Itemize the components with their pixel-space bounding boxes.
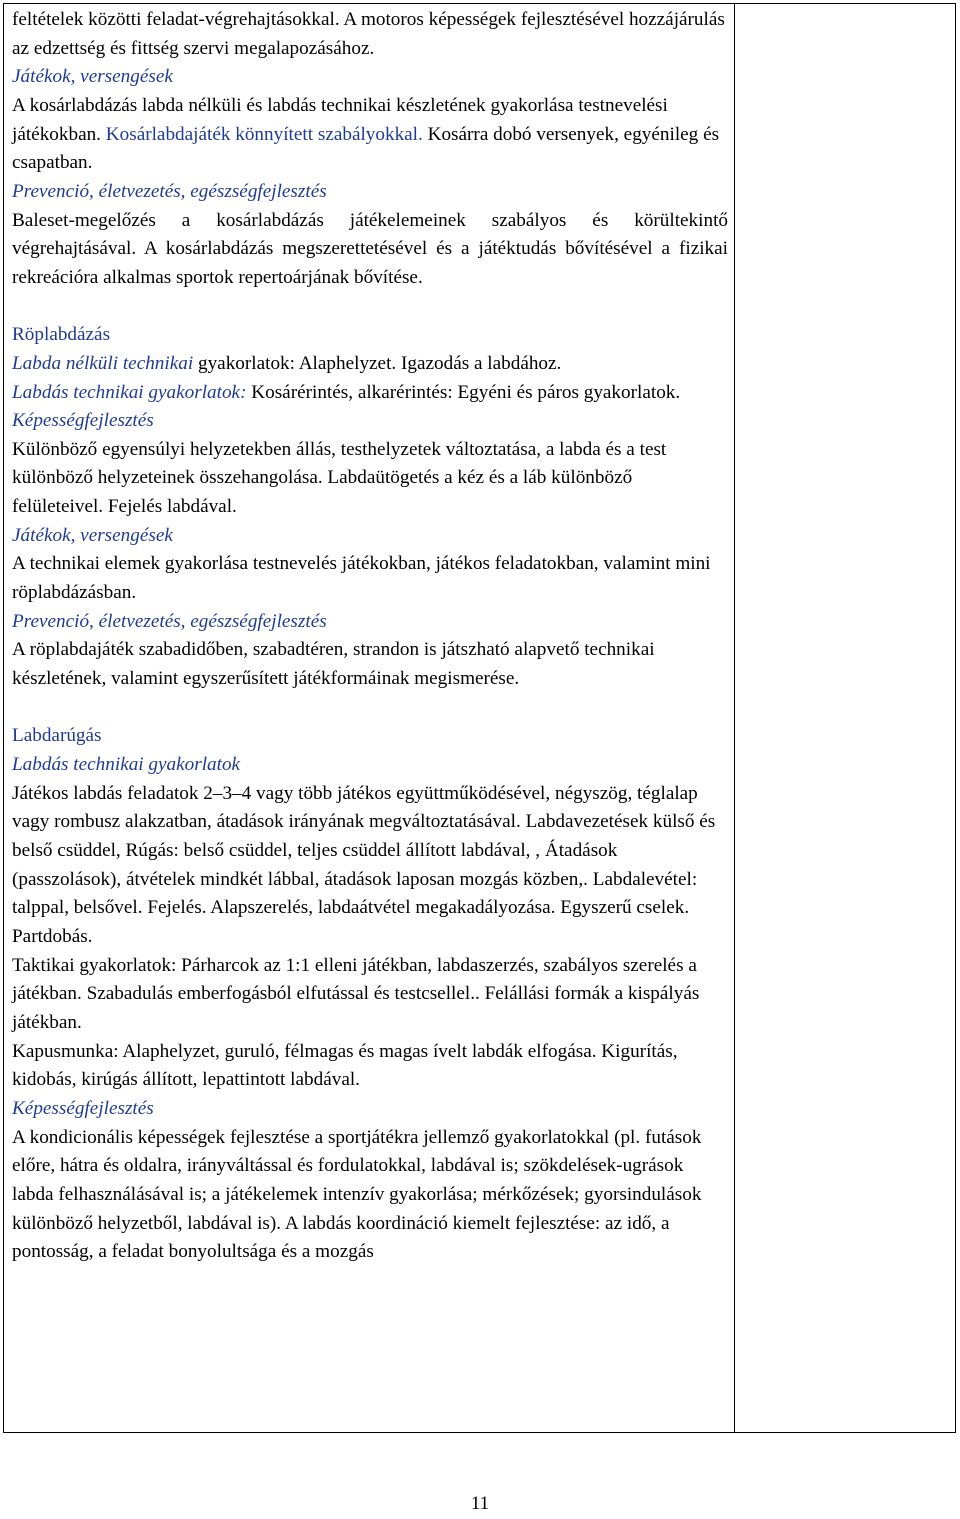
right-empty-cell xyxy=(735,4,955,1432)
volleyball-games-paragraph: A technikai elemek gyakorlása testnevelés játékokban, játékos feladatokban, valamint mini röplabdázásban. xyxy=(12,553,711,604)
volleyball-skills-heading: Képességfejlesztés xyxy=(12,410,154,432)
prevention-heading: Prevenció, életvezetés, egészségfejlesztés xyxy=(12,180,327,202)
games-paragraph: A kosárlabdázás labda nélküli és labdás technikai készletének gyakorlása testnevelési játékokban. Kosárlabdajáték könnyített szabályokkal. Kosárra dobó versenyek, egyénileg és csapatban. xyxy=(12,94,720,174)
football-ball-technique-heading: Labdás technikai gyakorlatok xyxy=(12,754,241,776)
games-heading: Játékok, versengések xyxy=(12,66,173,88)
football-title: Labdarúgás xyxy=(12,725,102,747)
football-goalkeeping-paragraph: Kapusmunka: Alaphelyzet, guruló, félmagas és magas ívelt labdák elfogása. Kigurítás, kidobás, kirúgás állított, lepattintott labdával. xyxy=(12,1040,678,1091)
spacer xyxy=(12,293,728,322)
football-skills-heading: Képességfejlesztés xyxy=(12,1097,154,1119)
left-content-cell xyxy=(12,6,728,1267)
volleyball-prevention-paragraph: A röplabdajáték szabadidőben, szabadtéren, strandon is játszható alapvető technikai készletének, valamint egyszerűsített játékformáinak megismerése. xyxy=(12,639,655,690)
volleyball-prevention-heading: Prevenció, életvezetés, egészségfejlesztés xyxy=(12,610,327,632)
volleyball-technique-paragraph: Labda nélküli technikai gyakorlatok: Alaphelyzet. Igazodás a labdához. xyxy=(12,352,562,374)
page-number: 11 xyxy=(470,1493,490,1514)
volleyball-games-heading: Játékok, versengések xyxy=(12,524,173,546)
football-skills-paragraph: A kondicionális képességek fejlesztése a sportjátékra jellemző gyakorlatokkal (pl. futások előre, hátra és oldalra, irányváltással és fordulatokkal, labdával is; szökdelések-ugrások labda felhasználásával is; a játékelemek intenzív gyakorlása; mérkőzések; gyorsindulások különböző helyzetből, labdával is). A labdás koordináció kiemelt fejlesztése: az idő, a pontosság, a feladat bonyolultsága és a mozgás xyxy=(12,1126,702,1263)
volleyball-skills-paragraph: Különböző egyensúlyi helyzetekben állás, testhelyzetek változtatása, a labda és a test különböző helyzeteinek összehangolása. Labdaütögetés a kéz és a láb különböző felületeivel. Fejelés labdával. xyxy=(12,438,667,518)
prevention-paragraph: Baleset-megelőzés a kosárlabdázás játékelemeinek szabályos és körültekintő végrehajtásával. A kosárlabdázás megszerettetésével és a játéktudás bővítésével a fizikai rekreációra alkalmas sportok repertoárjának bővítése. xyxy=(12,209,728,288)
spacer xyxy=(12,694,728,723)
volleyball-title: Röplabdázás xyxy=(12,324,111,346)
volleyball-ball-technique-paragraph: Labdás technikai gyakorlatok: Kosárérintés, alkarérintés: Egyéni és páros gyakorlatok. xyxy=(12,381,681,403)
football-tactics-paragraph: Taktikai gyakorlatok: Párharcok az 1:1 elleni játékban, labdaszerzés, szabályos szerelés a játékban. Szabadulás emberfogásból elfutással és testcsellel.. Felállási formák a kispályás játékban. xyxy=(12,954,700,1033)
content-table xyxy=(3,3,956,1433)
football-ball-technique-paragraph: Játékos labdás feladatok 2–3–4 vagy több játékos együttműködésével, négyszög, téglalap vagy rombusz alakzatban, átadások irányának megváltoztatásával. Labdavezetések külső és belső csüddel, Rúgás: belső csüddel, teljes csüddel állított labdával, , Átadások (passzolások), átvételek mindkét lábbal, átadások laposan mozgás közben,. Labdalevétel: talppal, belsővel. Fejelés. Alapszerelés, labdaátvétel megakadályozása. Egyszerű cselek. Partdobás. xyxy=(12,782,716,947)
intro-paragraph: feltételek közötti feladat-végrehajtásokkal. A motoros képességek fejlesztésével hozzájárulás az edzettség és fittség szervi megalapozásához. xyxy=(12,9,725,59)
